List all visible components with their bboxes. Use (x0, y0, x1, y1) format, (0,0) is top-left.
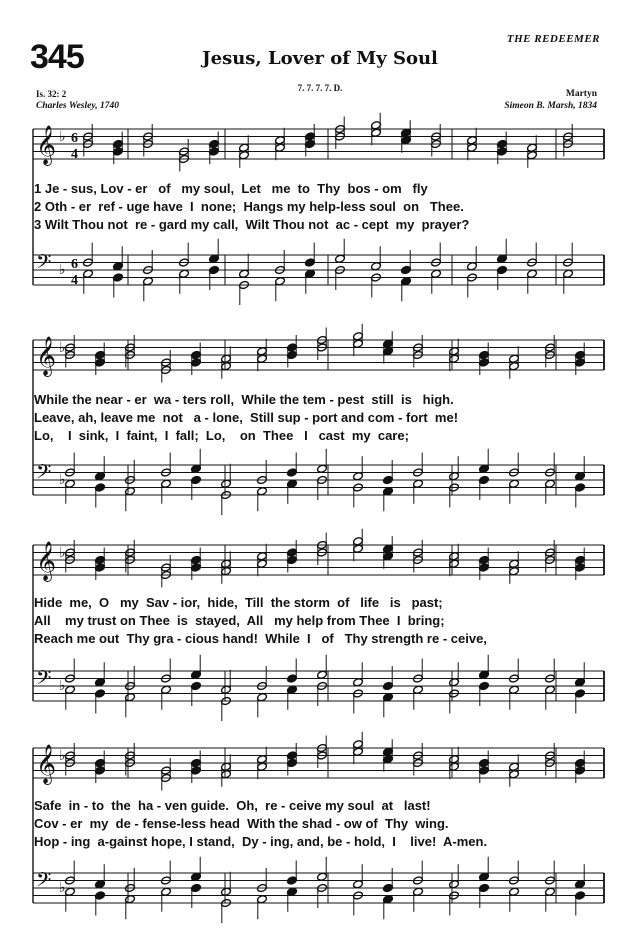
lyric-line: Hide me, O my Sav - ior, hide, Till the storm of life is past; (34, 595, 443, 610)
svg-text:6: 6 (71, 257, 78, 272)
lyric-line: Safe in - to the ha - ven guide. Oh, re - ceive my soul at last! (34, 798, 431, 813)
lyric-line: 1 Je - sus, Lov - er of my soul, Let me to Thy bos - om fly (34, 181, 428, 196)
lyric-line: While the near - er wa - ters roll, While the tem - pest still is high. (34, 392, 454, 407)
lyric-line: Reach me out Thy gra - cious hand! While I of Thy strength re - ceive, (34, 631, 487, 646)
section-heading: THE REDEEMER (506, 33, 600, 45)
treble-clef-icon: 𝄞 (36, 744, 57, 784)
flat-icon: ♭ (59, 472, 66, 488)
svg-text:4: 4 (71, 273, 78, 288)
flat-icon: ♭ (59, 340, 66, 356)
lyric-line: 3 Wilt Thou not re - gard my call, Wilt Thou not ac - cept my prayer? (34, 217, 470, 232)
bass-clef-icon: 𝄢 (36, 868, 52, 896)
tune-composer: Simeon B. Marsh, 1834 (504, 101, 597, 111)
meter: 7. 7. 7. 7. D. (297, 83, 343, 93)
lyric-line: Leave, ah, leave me not a - lone, Still sup - port and com - fort me! (34, 410, 459, 425)
treble-clef-icon: 𝄞 (36, 541, 57, 581)
flat-icon: ♭ (59, 880, 66, 896)
lyric-line: Hop - ing a-gainst hope, I stand, Dy - ing, and, be - hold, I live! A-men. (34, 834, 488, 849)
flat-icon: ♭ (59, 748, 66, 764)
bass-clef-icon: 𝄢 (36, 250, 52, 278)
lyric-line: Cov - er my de - fense-less head With the shad - ow of Thy wing. (34, 816, 449, 831)
lyric-line: All my trust on Thee is stayed, All my help from Thee I bring; (34, 613, 445, 628)
svg-text:6: 6 (71, 131, 78, 146)
svg-text:4: 4 (71, 147, 78, 162)
treble-clef-icon: 𝄞 (36, 336, 57, 376)
flat-icon: ♭ (59, 545, 66, 561)
lyric-line: Lo, I sink, I faint, I fall; Lo, on Thee I cast my care; (34, 428, 409, 443)
hymn-number: 345 (30, 38, 84, 76)
tune-name: Martyn (565, 89, 597, 99)
hymn-title: Jesus, Lover of My Soul (202, 48, 438, 69)
scripture-reference: Is. 32: 2 (36, 89, 67, 99)
flat-icon: ♭ (59, 262, 66, 278)
bass-clef-icon: 𝄢 (36, 666, 52, 694)
bass-clef-icon: 𝄢 (36, 460, 52, 488)
treble-clef-icon: 𝄞 (36, 125, 57, 165)
text-author: Charles Wesley, 1740 (36, 101, 119, 111)
flat-icon: ♭ (59, 129, 66, 145)
flat-icon: ♭ (59, 678, 66, 694)
lyric-line: 2 Oth - er ref - uge have I none; Hangs my help-less soul on Thee. (34, 199, 464, 214)
